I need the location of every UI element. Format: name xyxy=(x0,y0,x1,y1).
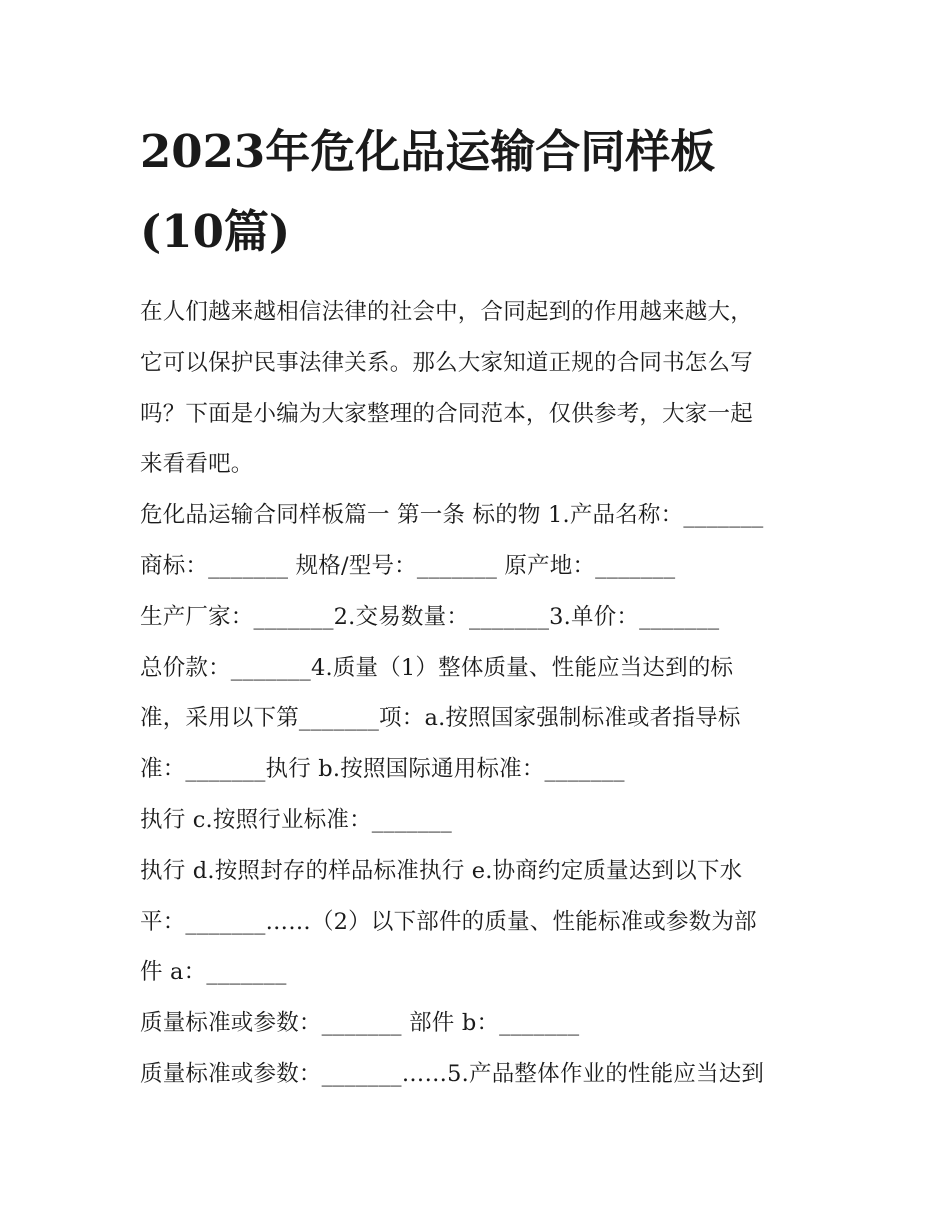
document-page xyxy=(140,112,830,1100)
clause-line-6: 准：_______执行 b.按照国际通用标准：_______ xyxy=(140,756,625,783)
intro-line-3: 吗？下面是小编为大家整理的合同范本，仅供参考，大家一起 xyxy=(140,400,753,427)
clause-line-12: 质量标准或参数：_______……5.产品整体作业的性能应当达到 xyxy=(140,1060,765,1087)
clause-line-3: 生产厂家：_______2.交易数量：_______3.单价：_______ xyxy=(140,603,720,630)
intro-line-1: 在人们越来越相信法律的社会中，合同起到的作用越来越大， xyxy=(140,299,753,325)
document-body xyxy=(140,287,830,1100)
clause-line-8: 执行 d.按照封存的样品标准执行 e.协商约定质量达到以下水 xyxy=(140,857,743,884)
clause-line-1: 危化品运输合同样板篇一 第一条 标的物 1.产品名称：_______ xyxy=(140,502,764,529)
clause-line-10: 件 a：_______ xyxy=(140,959,287,986)
intro-line-2: 它可以保护民事法律关系。那么大家知道正规的合同书怎么写 xyxy=(140,349,753,376)
document-title xyxy=(140,112,830,272)
clause-line-11: 质量标准或参数：_______ 部件 b：_______ xyxy=(140,1010,580,1037)
clause-line-5: 准，采用以下第_______项：a.按照国家强制标准或者指导标 xyxy=(140,705,741,732)
clause-line-7: 执行 c.按照行业标准：_______ xyxy=(140,806,452,833)
clause-line-2: 商标：_______ 规格/型号：_______ 原产地：_______ xyxy=(140,552,676,579)
clause-line-9: 平：_______……（2）以下部件的质量、性能标准或参数为部 xyxy=(140,908,757,935)
title-line-1: 2023年危化品运输合同样板 xyxy=(140,125,716,178)
clause-line-4: 总价款：_______4.质量（1）整体质量、性能应当达到的标 xyxy=(140,654,734,681)
title-line-2: (10篇) xyxy=(140,205,291,258)
intro-line-4: 来看看吧。 xyxy=(140,451,254,478)
